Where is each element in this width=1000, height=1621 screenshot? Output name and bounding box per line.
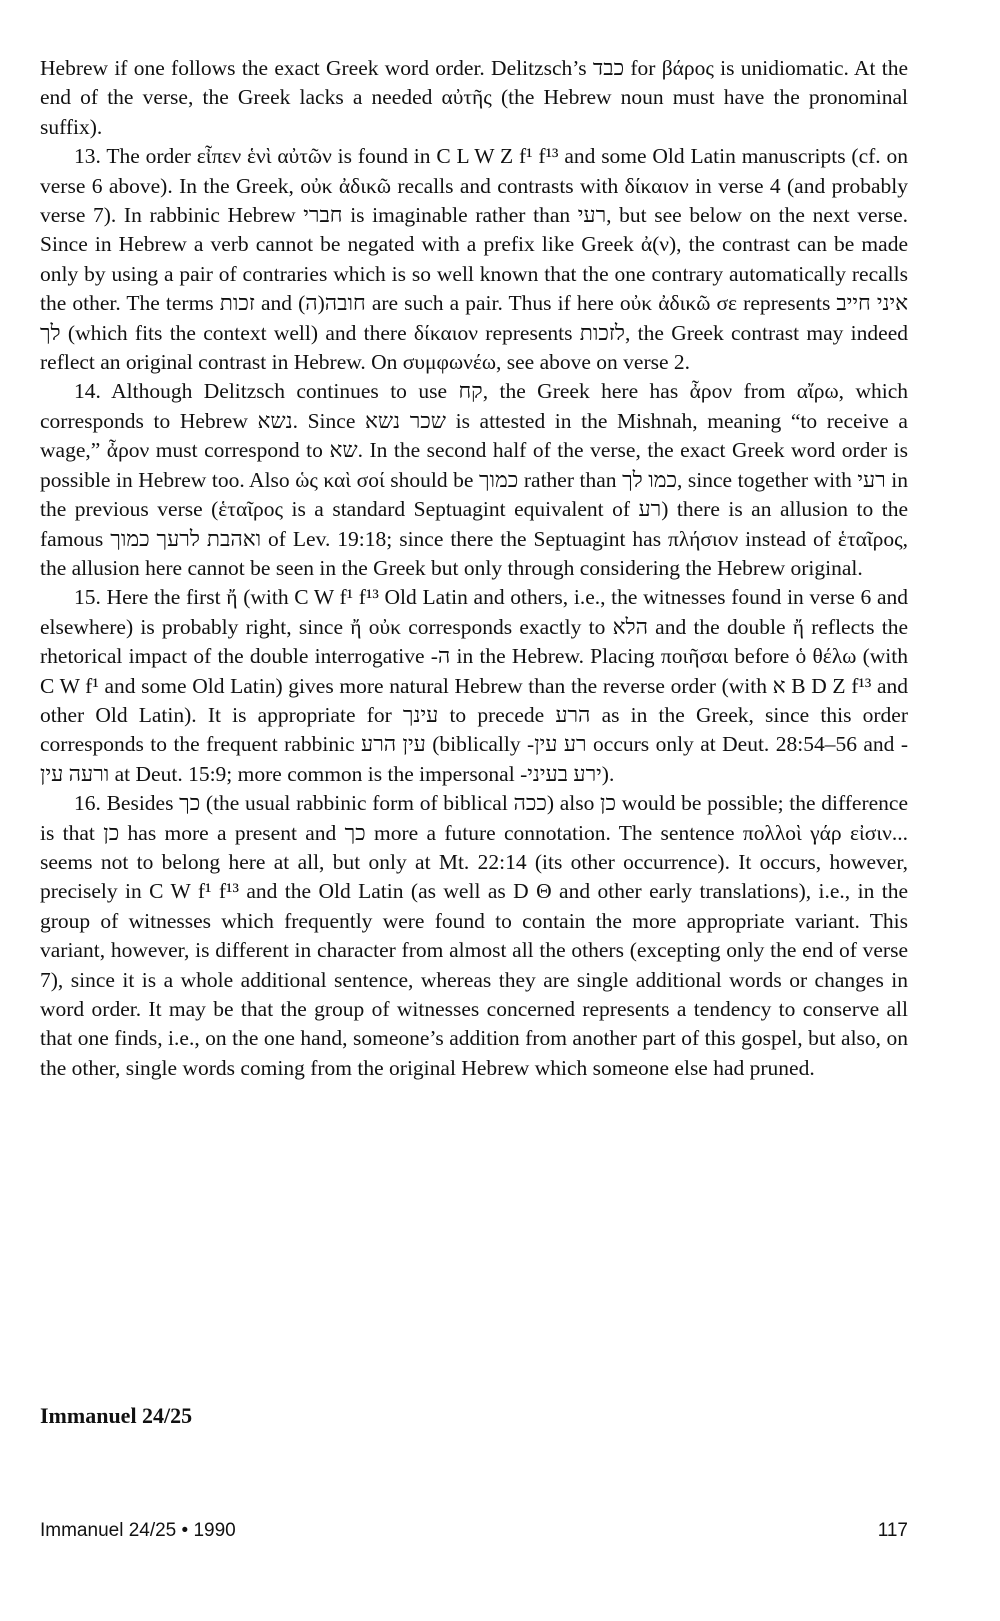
- paragraph-verse-13: 13. The order εἶπεν ἑνὶ αὐτῶν is found in C L W Z f¹ f¹³ and some Old Latin manuscripts (cf. on verse 6 above). In the Greek, οὐκ ἀδικῶ recalls and contrasts with δίκαιον in verse 4 (and probably verse 7). In rabbinic Hebrew חברי is imaginable rather than רעי, but see below on the next verse. Since in Hebrew a verb cannot be negated with a prefix like Greek ἀ(ν), the contrast can be made only by using a pair of contraries which is so well known that the one contrary automatically recalls the other. The terms זכות and (ה)חובה are such a pair. Thus if here οὐκ ἀδικῶ σε represents איני חייב לך (which fits the context well) and there δίκαιον represents לזכות, the Greek contrast may indeed reflect an original contrast in Hebrew. On συμφωνέω, see above on verse 2.: [40, 144, 908, 375]
- paragraph-verse-12-end: Hebrew if one follows the exact Greek word order. Delitzsch’s כבד for βάρος is unidiomatic. At the end of the verse, the Greek lacks a needed αὐτῆς (the Hebrew noun must have the pronominal suffix).: [40, 56, 908, 139]
- paragraph-verse-15: 15. Here the first ἤ (with C W f¹ f¹³ Old Latin and others, i.e., the witnesses found in verse 6 and elsewhere) is probably right, since ἤ οὐκ corresponds exactly to הלא and the double ἤ reflects the rhetorical impact of the double interrogative -ה in the Hebrew. Placing ποιῆσαι before ὁ θέλω (with C W f¹ and some Old Latin) gives more natural Hebrew than the reverse order (with א B D Z f¹³ and other Old Latin). It is appropriate for עינך to precede הרע as in the Greek, since this order corresponds to the frequent rabbinic עין הרע (biblically -רע עין occurs only at Deut. 28:54–56 and -ורעה עין at Deut. 15:9; more common is the impersonal -ירע בעיני).: [40, 585, 908, 786]
- paragraph-verse-16: 16. Besides כך (the usual rabbinic form of biblical ככה) also כן would be possible; the difference is that כן has more a present and כך more a future connotation. The sentence πολλοὶ γάρ εἰσιν... seems not to belong here at all, but only at Mt. 22:14 (its other occurrence). It occurs, however, precisely in C W f¹ f¹³ and the Old Latin (as well as D Θ and other early translations), i.e., in the group of witnesses which frequently were found to contain the more appropriate variant. This variant, however, is different in character from almost all the others (excepting only the end of verse 7), since it is a whole additional sentence, whereas they are single additional words or changes in word order. It may be that the group of witnesses concerned represents a tendency to conserve all that one finds, i.e., on the one hand, someone’s addition from another part of this gospel, but also, on the other, single words coming from the original Hebrew which someone else had pruned.: [40, 791, 908, 1080]
- article-body: [40, 54, 908, 1083]
- footer-journal: Immanuel 24/25 • 1990: [40, 1520, 236, 1541]
- paragraph-verse-14: 14. Although Delitzsch continues to use קח, the Greek here has ἆρον from αἴρω, which corresponds to Hebrew נשא. Since שכר נשא is attested in the Mishnah, meaning “to receive a wage,” ἆρον must correspond to שא. In the second half of the verse, the exact Greek word order is possible in Hebrew too. Also ὡς καὶ σοί should be כמוך rather than כמו לך, since together with רעי in the previous verse (ἑταῖρος is a standard Septuagint equivalent of רע) there is an allusion to the famous ואהבת לרעך כמוך of Lev. 19:18; since there the Septuagint has πλήσιον instead of ἑταῖρος, the allusion here cannot be seen in the Greek but only through considering the Hebrew original.: [40, 379, 909, 580]
- section-heading: Immanuel 24/25: [40, 1403, 193, 1428]
- page-number: 117: [877, 1520, 908, 1541]
